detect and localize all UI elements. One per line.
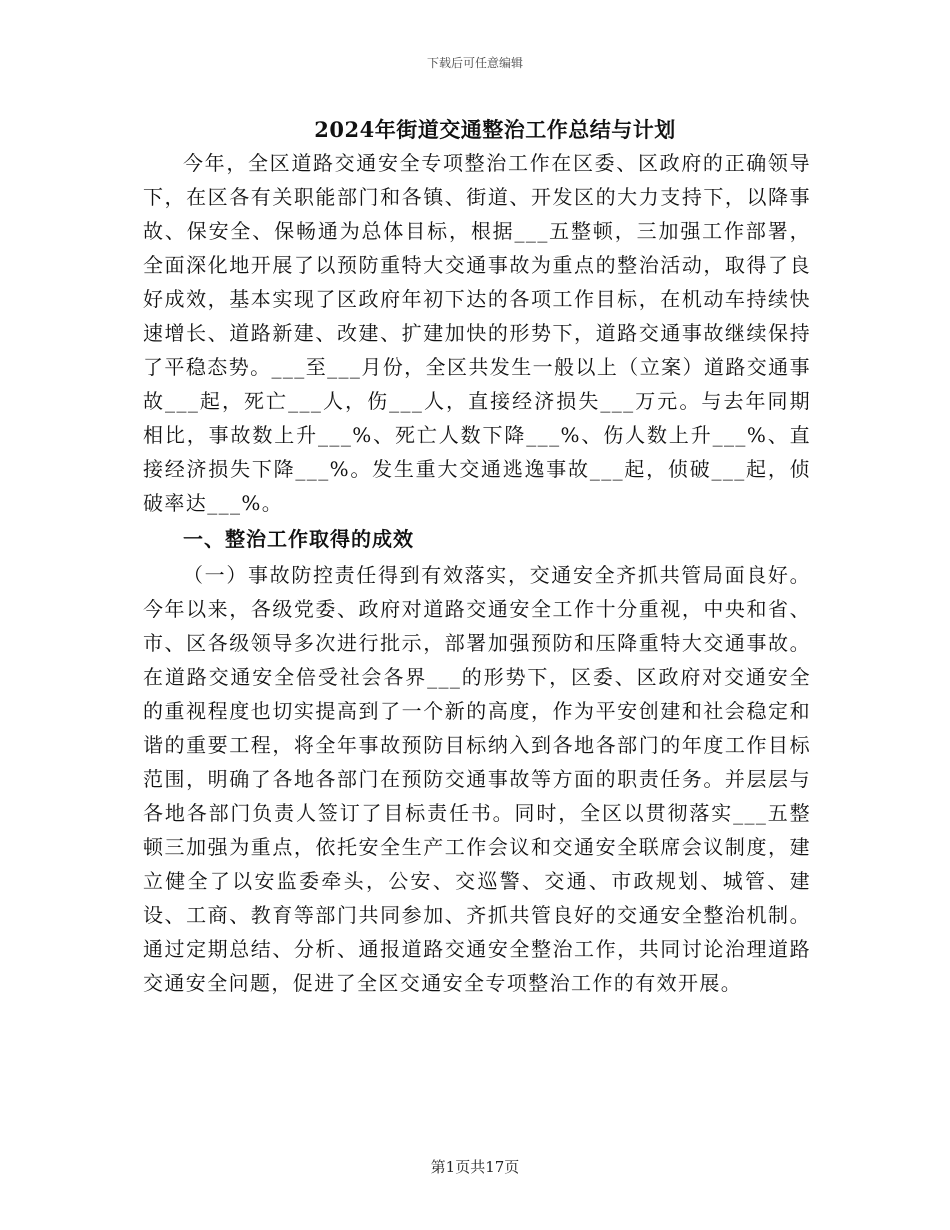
intro-paragraph: 今年，全区道路交通安全专项整治工作在区委、区政府的正确领导下，在区各有关职能部门和各镇、街道、开发区的大力支持下，以降事故、保安全、保畅通为总体目标，根据___五整顿，三加强工作部署，全面深化地开展了以预防重特大交通事故为重点的整治活动，取得了良好成效，基本实现了区政府年初下达的各项工作目标，在机动车持续快速增长、道路新建、改建、扩建加快的形势下，道路交通事故继续保持了平稳态势。___至___月份，全区共发生一般以上（立案）道路交通事故___起，死亡___人，伤___人，直接经济损失___万元。与去年同期相比，事故数上升___%、死亡人数下降___%、伤人数上升___%、直接经济损失下降___%。发生重大交通逃逸事故___起，侦破___起，侦破率达___%。 [143, 151, 811, 515]
document-title: 2024年街道交通整治工作总结与计划 [314, 117, 676, 142]
document-body [143, 146, 811, 1000]
section-heading: 一、整治工作取得的成效 [183, 527, 414, 551]
page-header: 下载后可任意编辑 [426, 56, 523, 70]
page-number: 第1页共17页 [430, 1158, 520, 1176]
section-paragraph: （一）事故防控责任得到有效落实，交通安全齐抓共管局面良好。今年以来，各级党委、政府对道路交通安全工作十分重视，中央和省、市、区各级领导多次进行批示，部署加强预防和压降重特大交通事故。在道路交通安全倍受社会各界___的形势下，区委、区政府对交通安全的重视程度也切实提高到了一个新的高度，作为平安创建和社会稳定和谐的重要工程，将全年事故预防目标纳入到各地各部门的年度工作目标范围，明确了各地各部门在预防交通事故等方面的职责任务。并层层与各地各部门负责人签订了目标责任书。同时，全区以贯彻落实___五整顿三加强为重点，依托安全生产工作会议和交通安全联席会议制度，建立健全了以安监委牵头，公安、交巡警、交通、市政规划、城管、建设、工商、教育等部门共同参加、齐抓共管良好的交通安全整治机制。通过定期总结、分析、通报道路交通安全整治工作，共同讨论治理道路交通安全问题，促进了全区交通安全专项整治工作的有效开展。 [143, 563, 811, 995]
